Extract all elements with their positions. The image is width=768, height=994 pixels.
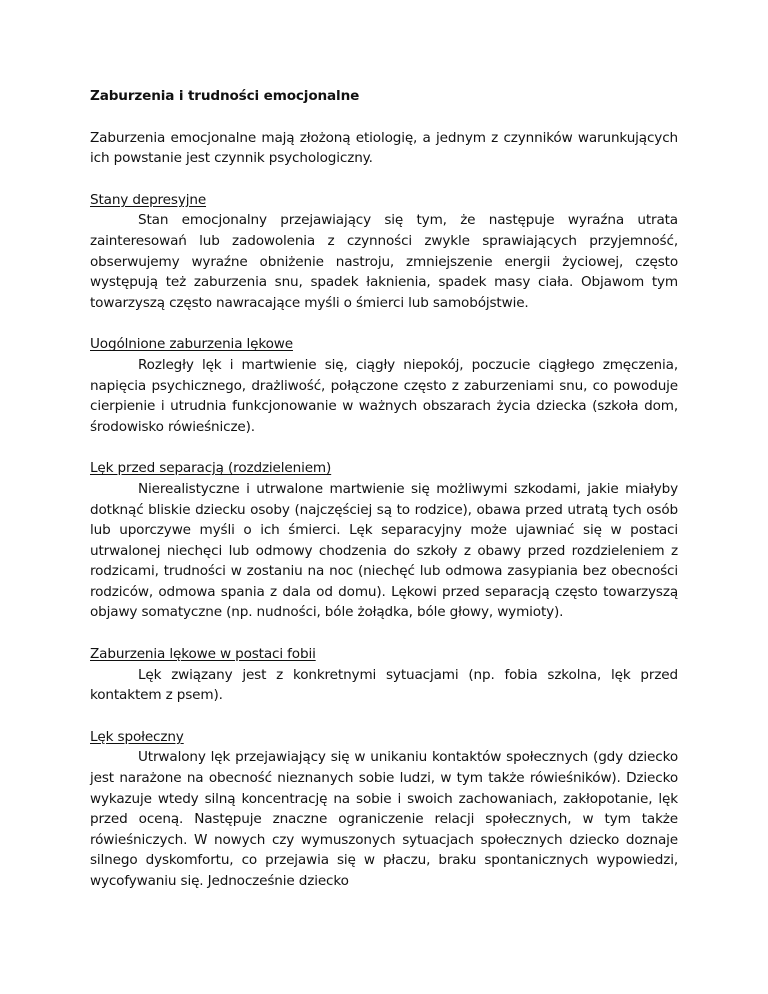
section-body: Stan emocjonalny przejawiający się tym, że następuje wyraźna utrata zainteresowań lub zadowolenia z czynności zwykle sprawiających przyjemność, obserwujemy wyraźne obniżenie nastroju, zmniejszenie energii życiowej, często występują też zaburzenia snu, spadek łaknienia, spadek masy ciała. Objawom tym towarzyszą często nawracające myśli o śmierci lub samobójstwie. bbox=[90, 212, 678, 311]
section-body: Rozległy lęk i martwienie się, ciągły niepokój, poczucie ciągłego zmęczenia, napięcia psychicznego, drażliwość, połączone często z zaburzeniami snu, co powoduje cierpienie i utrudnia funkcjonowanie w ważnych obszarach życia dziecka (szkoła dom, środowisko rówieśnicze). bbox=[90, 356, 678, 435]
section-lek-przed-separacja bbox=[90, 458, 678, 623]
section-body: Nierealistyczne i utrwalone martwienie się możliwymi szkodami, jakie miałyby dotknąć bliskie dziecku osoby (najczęściej są to rodzice), obawa przed utratą tych osób lub uporczywe myśli o ich śmierci. Lęk separacyjny może ujawniać się w postaci utrwalonej niechęci lub odmowy chodzenia do szkoły z obawy przed rozdzieleniem z rodzicami, trudności w zostaniu na noc (niechęć lub odmowa zasypiania bez obecności rodziców, odmowa spania z dala od domu). Lękowi przed separacją często towarzyszą objawy somatyczne (np. nudności, bóle żołądka, bóle głowy, wymioty). bbox=[90, 480, 678, 621]
section-heading: Stany depresyjne bbox=[90, 191, 207, 208]
section-heading: Uogólnione zaburzenia lękowe bbox=[90, 336, 293, 353]
section-uogolnione-zaburzenia-lekowe bbox=[90, 334, 678, 437]
section-heading: Lęk przed separacją (rozdzieleniem) bbox=[90, 460, 332, 477]
section-body: Utrwalony lęk przejawiający się w unikaniu kontaktów społecznych (gdy dziecko jest narażone na obecność nieznanych sobie ludzi, w tym także rówieśników). Dziecko wykazuje wtedy silną koncentrację na sobie i swoich zachowaniach, zakłopotanie, lęk przed oceną. Następuje znaczne ograniczenie relacji społecznych, w tym także rówieśniczych. W nowych czy wymuszonych sytuacjach społecznych dziecko doznaje silnego dyskomfortu, co przejawia się w płaczu, braku spontanicznych wypowiedzi, wycofywaniu się. Jednocześnie dziecko bbox=[90, 749, 678, 889]
document-page bbox=[90, 86, 678, 913]
intro-paragraph: Zaburzenia emocjonalne mają złożoną etiologię, a jednym z czynników warunkujących ich powstanie jest czynnik psychologiczny. bbox=[90, 129, 678, 167]
section-stany-depresyjne bbox=[90, 190, 678, 314]
section-heading: Zaburzenia lękowe w postaci fobii bbox=[90, 646, 316, 663]
section-heading: Lęk społeczny bbox=[90, 728, 184, 745]
section-fobie bbox=[90, 644, 678, 706]
section-lek-spoleczny bbox=[90, 727, 678, 892]
document-title: Zaburzenia i trudności emocjonalne bbox=[90, 88, 360, 104]
section-body: Lęk związany jest z konkretnymi sytuacjami (np. fobia szkolna, lęk przed kontaktem z psem). bbox=[90, 666, 678, 704]
